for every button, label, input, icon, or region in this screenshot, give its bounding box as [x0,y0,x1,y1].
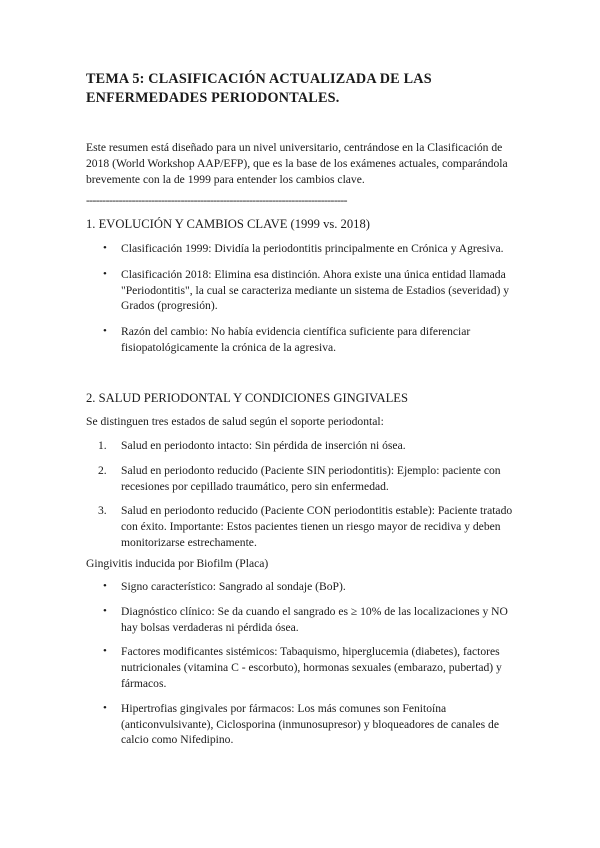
list-item [86,579,518,595]
document-title: TEMA 5: CLASIFICACIÓN ACTUALIZADA DE LAS ENFERMEDADES PERIODONTALES. [86,71,432,106]
bullet-icon: • [103,580,107,592]
bullet-icon: • [103,325,107,338]
section-2-intro: Se distinguen tres estados de salud según el soporte periodontal: [86,415,384,428]
list-item [86,463,518,495]
gingivitis-list [86,579,518,748]
list-item [86,324,518,356]
list-item-text: Clasificación 1999: Dividía la periodontitis principalmente en Crónica y Agresiva. [121,242,504,255]
list-number: 3. [98,504,107,518]
list-item-text: Salud en periodonto intacto: Sin pérdida de inserción ni ósea. [121,439,406,452]
bullet-icon: • [103,604,107,617]
list-item [86,503,518,550]
list-item [86,267,518,314]
gingivitis-heading: Gingivitis inducida por Biofilm (Placa) [86,557,269,570]
section-1-heading: 1. EVOLUCIÓN Y CAMBIOS CLAVE (1999 vs. 2018) [86,217,370,231]
bullet-icon: • [103,701,107,714]
bullet-icon: • [103,242,107,254]
bullet-icon: • [103,267,107,280]
health-states-list [86,438,518,551]
list-item [86,701,518,748]
bullet-icon: • [103,645,107,658]
list-item [86,438,518,454]
list-item-text: Signo característico: Sangrado al sondaje (BoP). [121,580,346,593]
list-item-text: Factores modificantes sistémicos: Tabaquismo, hiperglucemia (diabetes), factores nutricionales (vitamina C - escorbuto), hormonas sexuales (embarazo, pubertad) y fármacos. [121,645,502,690]
list-number: 1. [98,439,107,452]
list-item-text: Razón del cambio: No había evidencia científica suficiente para diferenciar fisiopatológicamente la crónica de la agresiva. [121,325,471,354]
section-1-list [86,241,518,356]
list-item [86,644,518,691]
list-item-text: Salud en periodonto reducido (Paciente SIN periodontitis): Ejemplo: paciente con recesiones por cepillado traumático, pero sin enfermedad. [121,463,501,493]
intro-paragraph: Este resumen está diseñado para un nivel universitario, centrándose en la Clasificación de 2018 (World Workshop AAP/EFP), que es la base de los exámenes actuales, comparándola brevemente con la de 1999 para entender los cambios clave. [86,141,508,187]
list-item-text: Hipertrofias gingivales por fármacos: Los más comunes son Fenitoína (anticonvulsivante), Ciclosporina (inmunosupresor) y bloqueadores de canales de calcio como Nifedipino. [121,701,499,747]
section-2-heading: 2. SALUD PERIODONTAL Y CONDICIONES GINGIVALES [86,391,408,405]
separator-line: -------------------------------------------------------------------------------- [86,194,347,207]
list-item [86,241,518,257]
list-item-text: Salud en periodonto reducido (Paciente CON periodontitis estable): Paciente tratado con éxito. Importante: Estos pacientes tienen un riesgo mayor de recidiva y deben monitorizarse estrechamente. [121,504,513,549]
list-item [86,604,518,636]
list-item-text: Diagnóstico clínico: Se da cuando el sangrado es ≥ 10% de las localizaciones y NO hay bolsas verdaderas ni pérdida ósea. [121,604,508,634]
list-item-text: Clasificación 2018: Elimina esa distinción. Ahora existe una única entidad llamada "Periodontitis", la cual se caracteriza mediante un sistema de Estadios (severidad) y Grados (progresión). [121,267,510,313]
list-number: 2. [98,463,107,477]
